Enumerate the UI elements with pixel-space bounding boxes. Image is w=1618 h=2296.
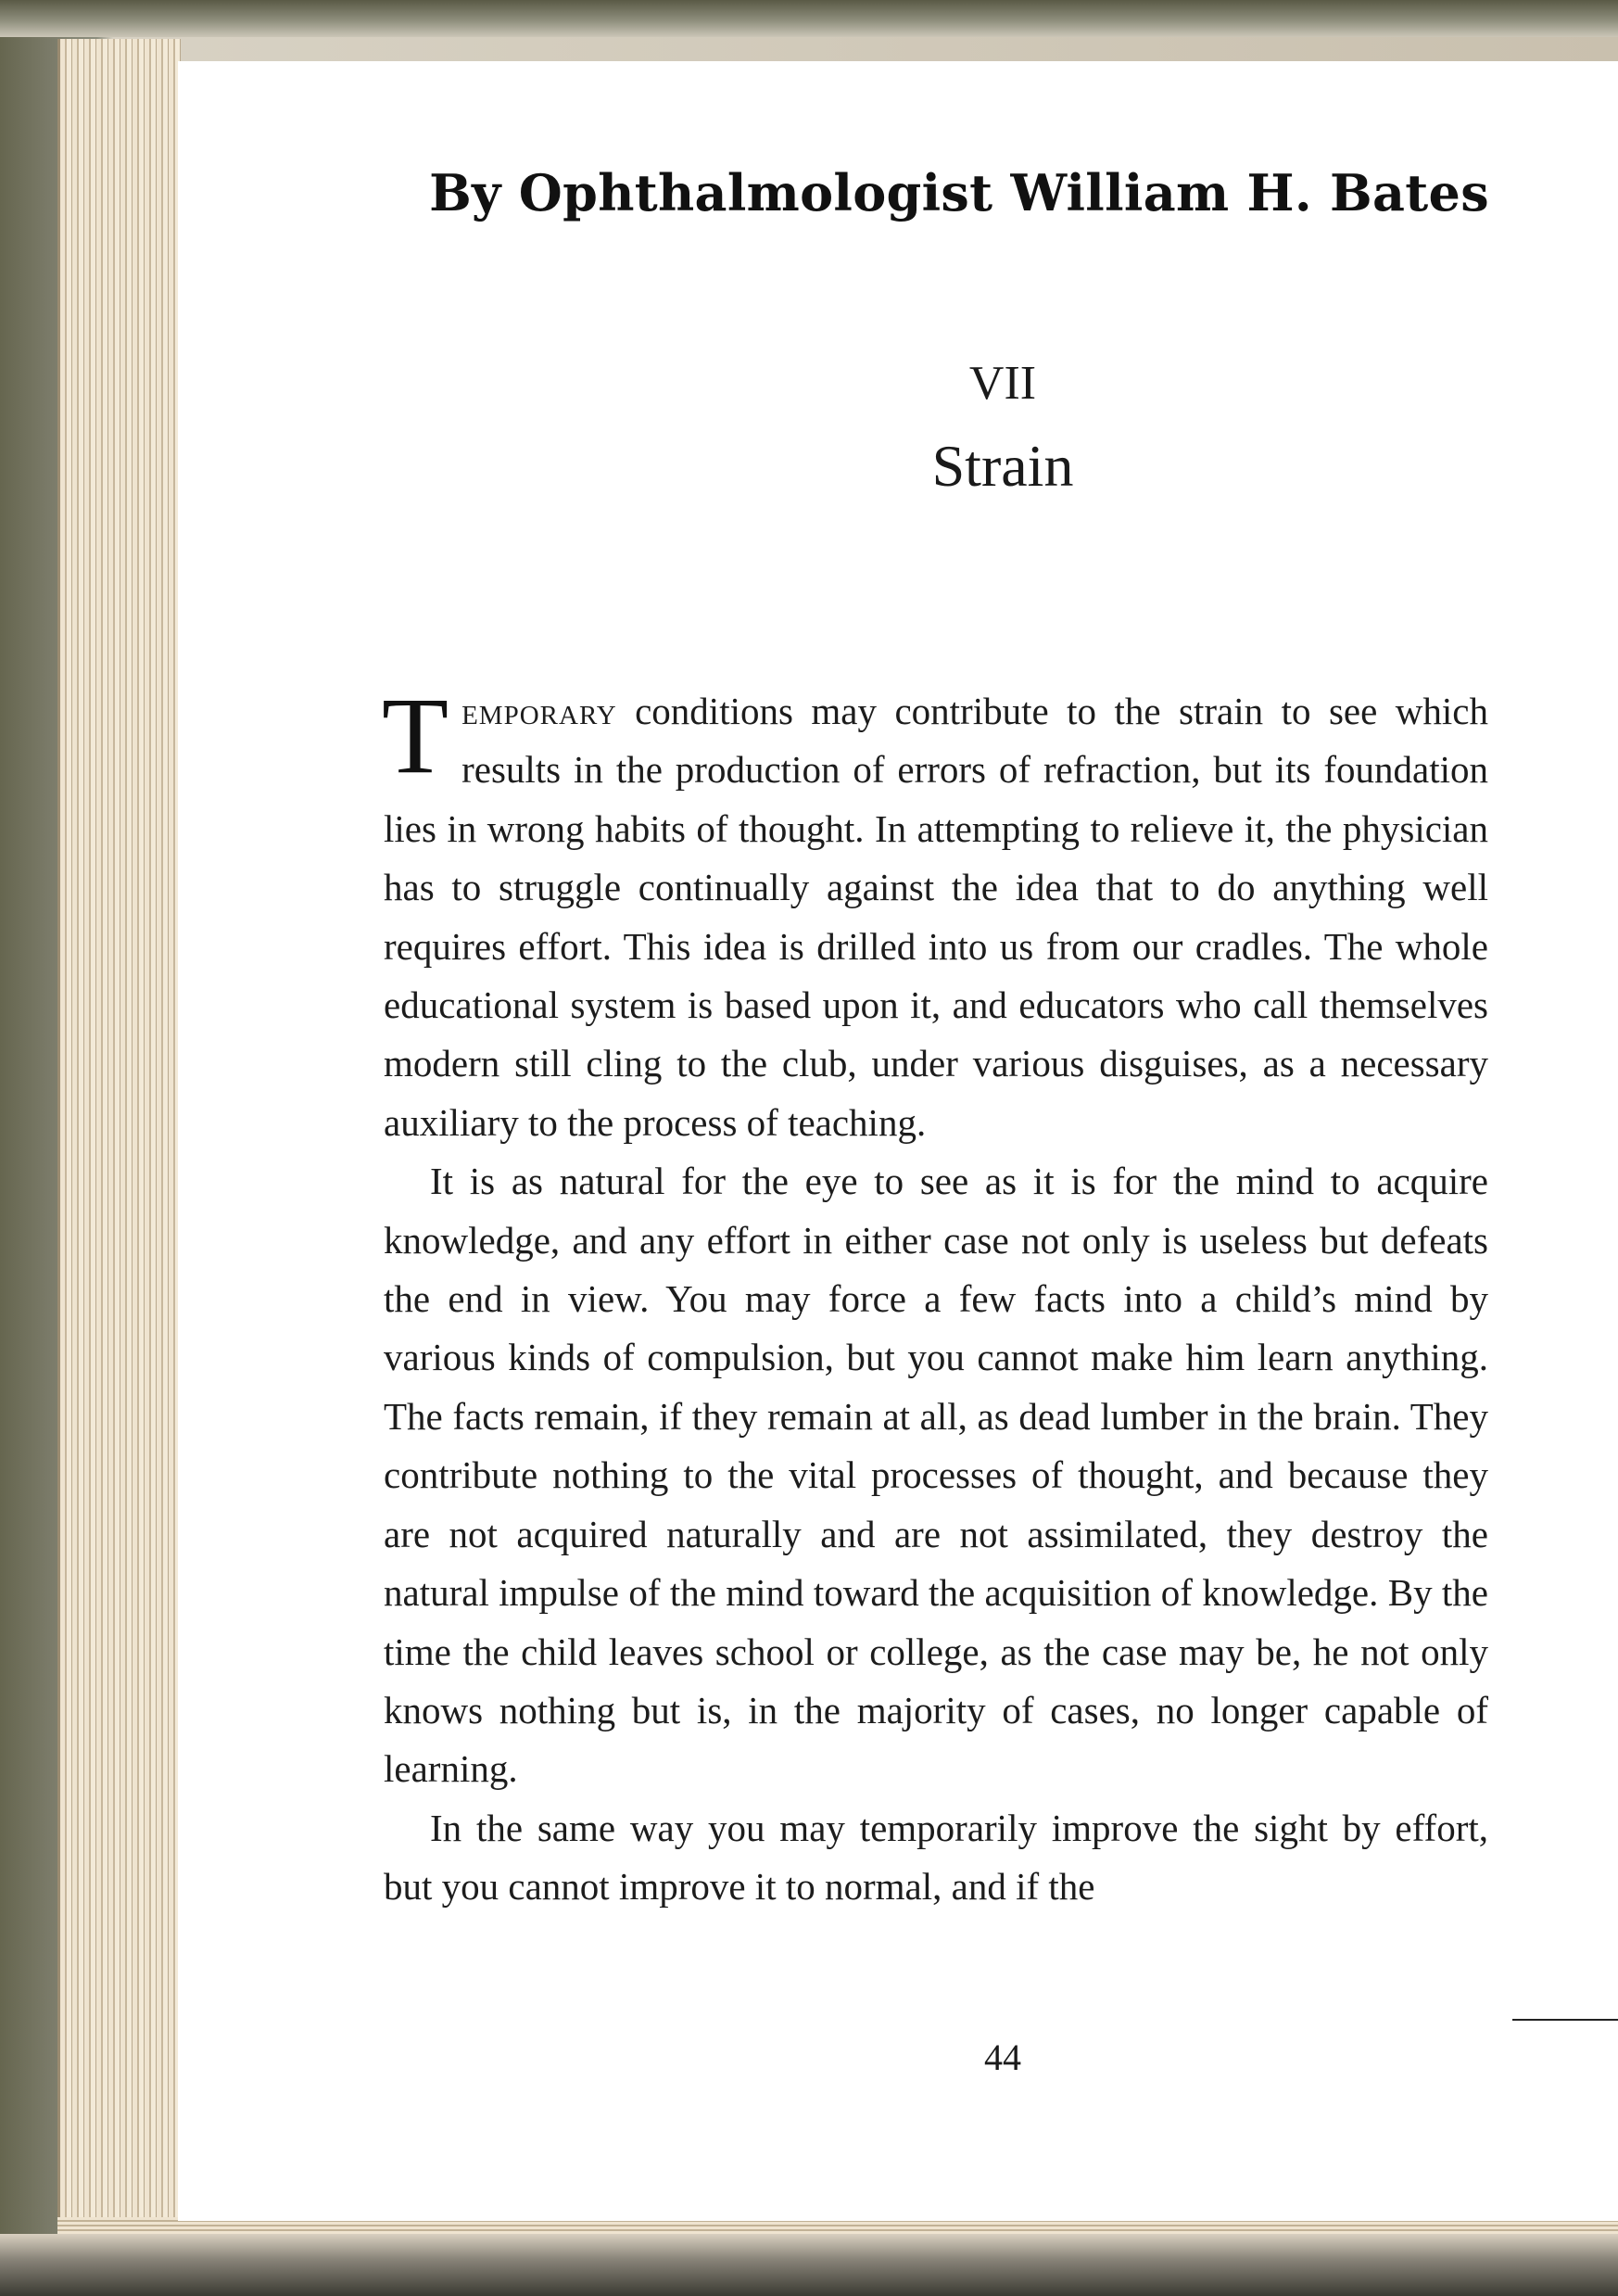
opening-small-caps: emporary — [461, 690, 617, 732]
drop-cap: T — [382, 675, 449, 796]
paragraph-1-text: conditions may contribute to the strain to see which results in the production of errors of refraction, but its foundation lies in wrong habits of thought. In attempting to relieve it, the physician has to struggle continually against the idea that to do anything well requires effort. This idea is drilled into us from our cradles. The whole educational system is based upon it, and educators who call themselves modern still cling to the club, under various disguises, as a necessary auxiliary to the process of teaching. — [384, 690, 1488, 1144]
book-top-edge — [0, 0, 1618, 37]
chapter-title: Strain — [931, 433, 1074, 499]
paragraph-2: It is as natural for the eye to see as it is for the mind to acquire knowledge, and any effort in either case not only is useless but defeats the end in view. You may force a few facts into a child’s mind by various kinds of compulsion, but you cannot make him learn anything. The facts remain, if they remain at all, as dead lumber in the brain. They contribute nothing to the vital processes of thought, and because they are not acquired naturally and are not assimilated, they destroy the natural impulse of the mind toward the acquisition of knowledge. By the time the child leaves school or college, as the case may be, he not only knows nothing but is, in the majority of cases, no longer capable of learning. — [384, 1160, 1488, 1791]
margin-rule — [1512, 2019, 1618, 2021]
page-stack-edges — [57, 39, 181, 2245]
running-title: By Ophthalmologist William H. Bates — [429, 163, 1489, 222]
book-page — [178, 61, 1618, 2221]
paragraph-1 — [382, 675, 1488, 1152]
body-text — [382, 675, 1488, 1917]
book-bottom-edge — [0, 2234, 1618, 2296]
chapter-number: VII — [968, 357, 1037, 410]
paragraph-3: In the same way you may temporarily improve the sight by effort, but you cannot improve it to normal, and if the — [384, 1806, 1488, 1909]
page-number: 44 — [984, 2036, 1021, 2078]
